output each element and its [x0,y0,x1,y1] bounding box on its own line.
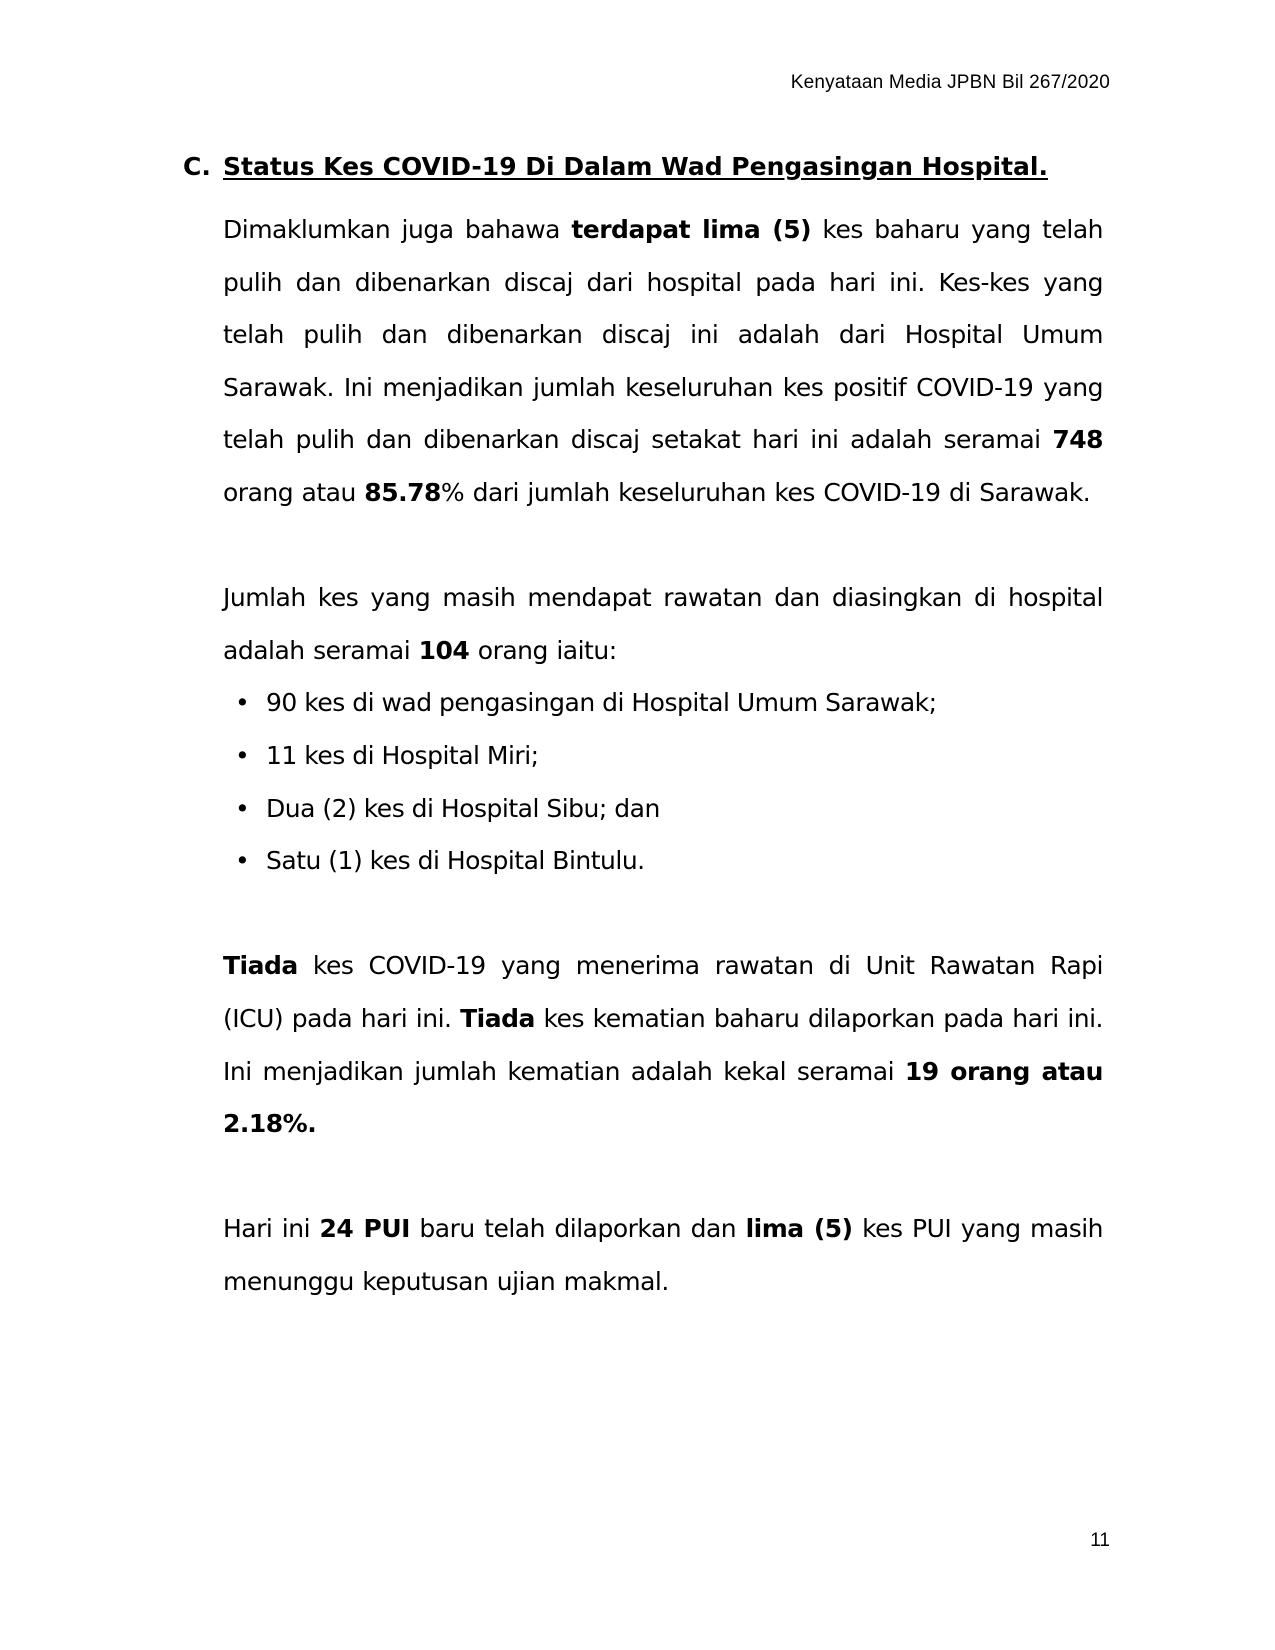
section-letter: C. [183,152,211,181]
section-heading [183,150,1048,184]
list-item [223,783,1103,836]
bold-run: 19 orang atau 2.18%. [223,1056,1103,1139]
text-run: baru telah dilaporkan dan [409,1214,746,1244]
bold-run: lima (5) [745,1214,853,1244]
document-header: Kenyataan Media JPBN Bil 267/2020 [790,72,1110,93]
bold-run: 24 PUI [319,1214,410,1244]
list-item [223,835,1103,888]
text-run: kes PUI yang masih menunggu keputusan ujian makmal. [223,1214,1104,1296]
list-item-text: Dua (2) kes di Hospital Sibu; dan [266,793,660,823]
bullet-icon: • [235,740,250,770]
paragraph-icu-deaths [223,940,1103,1150]
list-item [223,730,1103,783]
text-run: kes COVID-19 yang menerima rawatan di Unit Rawatan Rapi (ICU) pada hari ini. [223,951,1103,1033]
bullet-icon: • [235,688,250,718]
document-body [223,204,1103,1308]
bold-run: Tiada [223,951,298,981]
text-run: Hari ini [223,1214,320,1244]
bold-run: 748 [1052,425,1103,455]
section-title: Status Kes COVID-19 Di Dalam Wad Pengasingan Hospital. [223,152,1048,181]
list-item-text: 11 kes di Hospital Miri; [266,740,539,770]
bold-run: Tiada [460,1003,535,1033]
hospital-list [223,677,1103,887]
text-run: Dimaklumkan juga bahawa [223,215,572,244]
bold-run: terdapat lima (5) [571,215,812,244]
bullet-icon: • [235,793,250,823]
page-number: 11 [1090,1530,1110,1551]
paragraph-recovered [223,204,1103,520]
text-run: % dari jumlah keseluruhan kes COVID-19 di Sarawak. [440,477,1091,507]
text-run: orang atau [223,477,365,507]
list-item-text: Satu (1) kes di Hospital Bintulu. [266,846,645,876]
text-run: kes baharu yang telah pulih dan dibenarkan discaj dari hospital pada hari ini. Kes-kes yang telah pulih dan dibenarkan discaj ini adalah dari Hospital Umum Sarawak. Ini menjadikan jumlah keseluruhan kes positif COVID-19 yang telah pulih dan dibenarkan discaj setakat hari ini adalah seramai [223,215,1103,455]
list-item-text: 90 kes di wad pengasingan di Hospital Umum Sarawak; [266,688,937,718]
bullet-icon: • [235,846,250,876]
text-run: kes kematian baharu dilaporkan pada hari ini. Ini menjadikan jumlah kematian adalah kekal seramai [223,1003,1104,1086]
text-run: orang iaitu: [469,635,617,665]
paragraph-under-treatment [223,572,1103,677]
bold-run: 104 [418,635,470,665]
paragraph-pui [223,1203,1103,1308]
text-run: Jumlah kes yang masih mendapat rawatan dan diasingkan di hospital adalah seramai [223,583,1103,665]
list-item [223,677,1103,730]
bold-run: 85.78 [364,477,441,507]
